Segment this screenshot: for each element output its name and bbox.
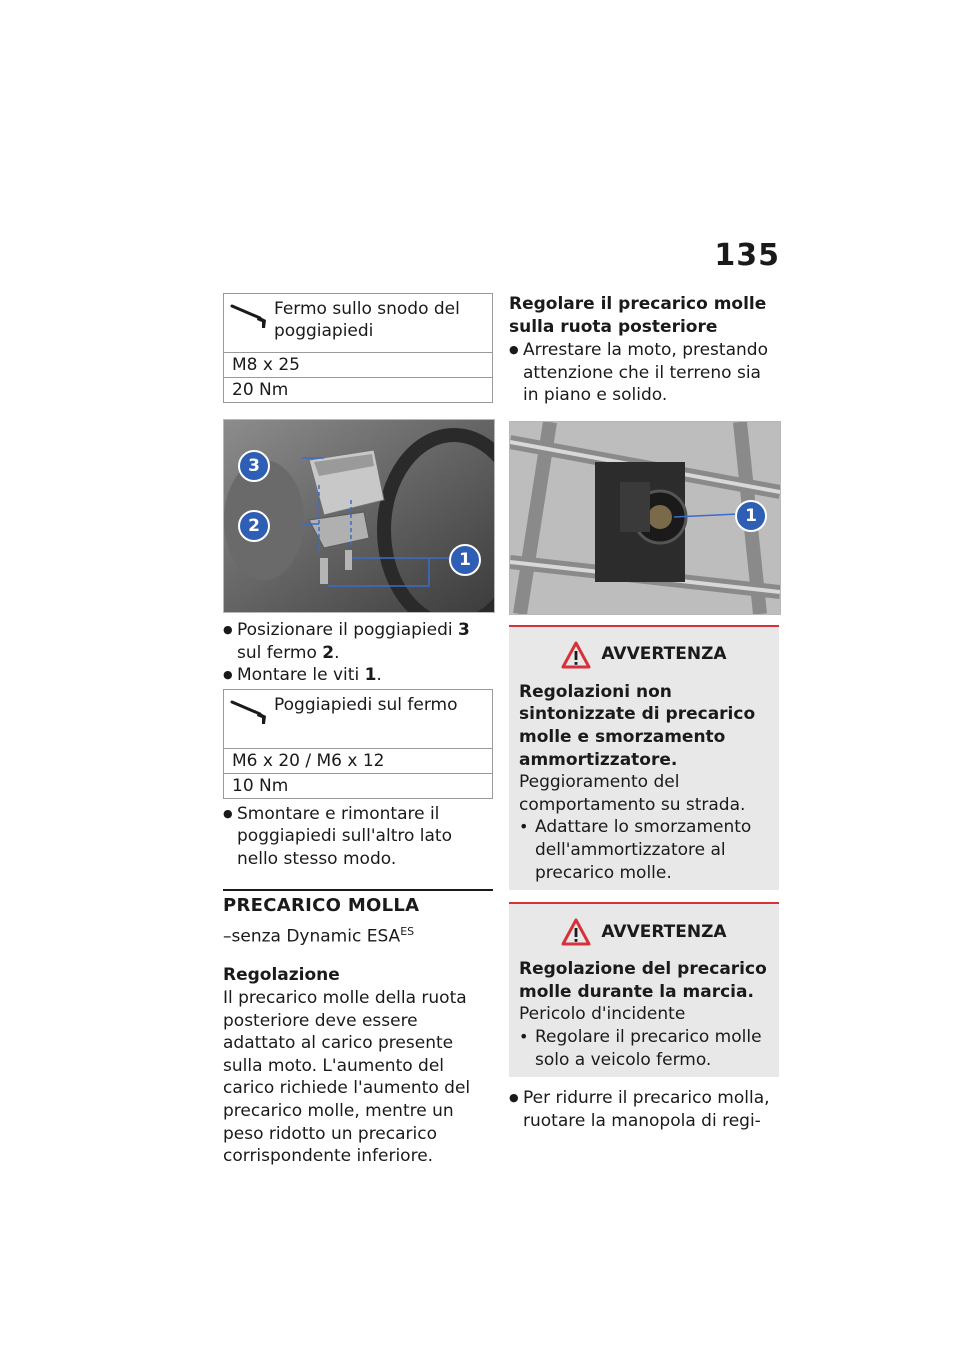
torque-table-footrest-joint xyxy=(223,293,493,403)
torque-wrench-icon xyxy=(224,294,274,334)
warning-triangle-icon xyxy=(561,918,591,946)
warning-header xyxy=(519,918,769,946)
subsection-title: Regolazione xyxy=(223,965,340,986)
warning-box-damping xyxy=(509,625,779,890)
step-list-park xyxy=(509,339,779,407)
spring-preload-photo xyxy=(509,421,781,615)
warning-body: Peggioramento del comportamento su strada. xyxy=(519,772,746,815)
warning-bullets xyxy=(519,816,769,884)
procedure-title: Regolare il precarico molle sulla ruota posteriore xyxy=(509,294,767,337)
step-list-reduce xyxy=(509,1087,779,1132)
section-header xyxy=(223,889,493,918)
marker-3: 3 xyxy=(238,450,270,482)
left-column xyxy=(223,293,493,1168)
torque-table-title: Fermo sullo snodo del poggiapiedi xyxy=(274,299,460,341)
torque-wrench-icon xyxy=(224,690,274,730)
step-item: ● Montare le viti 1. xyxy=(223,664,493,687)
marker-2: 2 xyxy=(238,510,270,542)
torque-table-header xyxy=(224,690,492,749)
warning-bullet: • Regolare il precarico molle solo a veicolo fermo. xyxy=(519,1026,769,1071)
right-column xyxy=(509,293,779,1132)
warning-header xyxy=(519,641,769,669)
footrest-photo xyxy=(223,419,495,613)
body-paragraph: Il precarico molle della ruota posteriore deve essere adattato al carico presente sulla moto. L'aumento del carico richiede l'aumento del precarico molle, mentre un peso ridotto un precarico corrispondente inferiore. xyxy=(223,988,471,1167)
torque-table-header xyxy=(224,294,492,353)
torque-table-size: M6 x 20 / M6 x 12 xyxy=(232,750,385,771)
section-title: PRECARICO MOLLA xyxy=(223,894,420,916)
warning-bullets xyxy=(519,1026,769,1071)
step-item: ● Arrestare la moto, prestando attenzione che il terreno sia in piano e solido. xyxy=(509,339,779,407)
warning-box-riding xyxy=(509,902,779,1077)
torque-table-value: 20 Nm xyxy=(224,377,492,402)
torque-table-footrest-stop xyxy=(223,689,493,799)
step-item: ● Smontare e rimontare il poggiapiedi sull'altro lato nello stesso modo. xyxy=(223,803,493,871)
marker-1: 1 xyxy=(735,500,767,532)
step-item: ● Posizionare il poggiapiedi 3 sul fermo 2. xyxy=(223,619,493,664)
page-number: 135 xyxy=(714,238,780,273)
step-item: ● Per ridurre il precarico molla, ruotare la manopola di regi- xyxy=(509,1087,779,1132)
torque-table-value: 10 Nm xyxy=(224,773,492,798)
step-list-swap xyxy=(223,803,493,871)
warning-title: Regolazioni non sintonizzate di precarico molle e smorzamento ammortizzatore. xyxy=(519,681,756,770)
warning-label: AVVERTENZA xyxy=(601,921,727,942)
warning-triangle-icon xyxy=(561,641,591,669)
warning-body: Pericolo d'incidente xyxy=(519,1004,686,1025)
condition-superscript: ES xyxy=(400,925,415,939)
warning-label: AVVERTENZA xyxy=(601,644,727,665)
torque-table-title: Poggiapiedi sul fermo xyxy=(274,694,458,715)
torque-table-size: M8 x 25 xyxy=(232,355,300,375)
step-list-mount xyxy=(223,619,493,687)
warning-title: Regolazione del precarico molle durante la marcia. xyxy=(519,959,767,1002)
condition-note: –senza Dynamic $ESA^{ES}$ xyxy=(223,925,415,947)
warning-bullet: • Adattare lo smorzamento dell'ammortizzatore al precarico molle. xyxy=(519,816,769,884)
marker-1: 1 xyxy=(449,544,481,576)
